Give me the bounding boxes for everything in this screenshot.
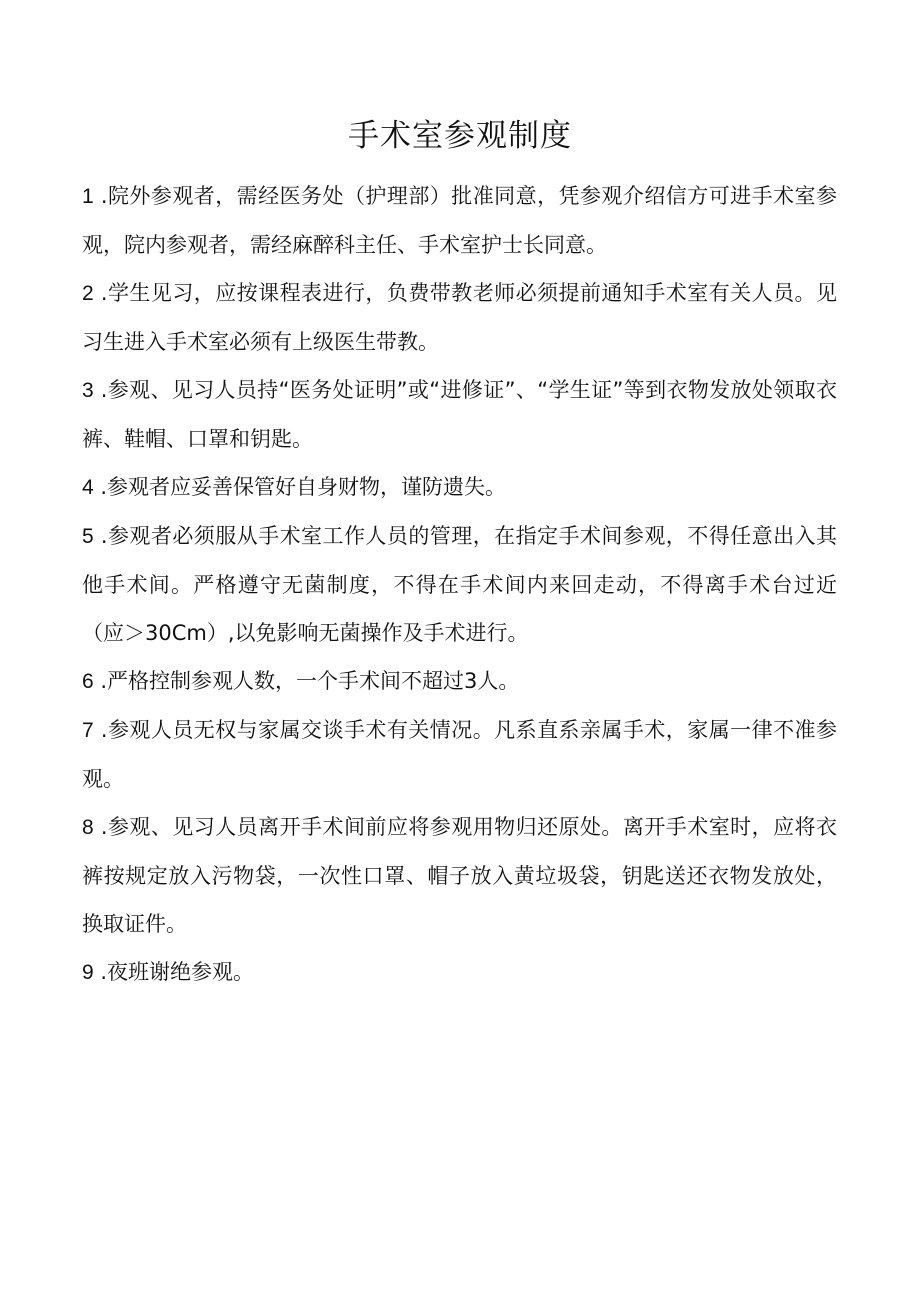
rule-text: .院外参观者，需经医务处（护理部）批准同意，凭参观介绍信方可进手术室参观，院内参观者，需经麻醉科主任、手术室护士长同意。 [82,184,837,257]
rule-text: .严格控制参观人数，一个手术间不超过3人。 [93,669,520,693]
rule-text: .参观、见习人员离开手术间前应将参观用物归还原处。离开手术室时，应将衣裤按规定放入污物袋，一次性口罩、帽子放入黄垃圾袋，钥匙送还衣物发放处，换取证件。 [82,815,837,936]
rule-item-6 [82,657,837,706]
rule-item-4 [82,463,837,512]
rule-item-2 [82,269,837,366]
rule-text: .学生见习，应按课程表进行，负费带教老师必须提前通知手术室有关人员。见习生进入手术室必须有上级医生带教。 [82,281,837,354]
rule-number: 8 [82,816,94,839]
rule-item-9 [82,948,837,997]
rule-item-1 [82,172,837,269]
rules-list [82,172,837,997]
rule-text: .夜班谢绝参观。 [93,960,255,984]
rule-number: 1 [82,185,94,208]
rule-text: .参观、见习人员持“医务处证明”或“进修证”、“学生证”等到衣物发放处领取衣裤、鞋帽、口罩和钥匙。 [82,378,837,451]
rule-number: 2 [82,282,94,305]
rule-item-5 [82,512,837,657]
rule-number: 6 [82,670,94,693]
rule-item-7 [82,706,837,803]
document-title: 手术室参观制度 [348,118,572,154]
rule-number: 7 [82,719,94,742]
rule-number: 4 [82,476,94,499]
rule-number: 9 [82,961,94,984]
rule-number: 3 [82,379,94,402]
rule-item-8 [82,803,837,948]
rule-text: .参观者必须服从手术室工作人员的管理，在指定手术间参观，不得任意出入其他手术间。严格遵守无菌制度，不得在手术间内来回走动，不得离手术台过近（应＞30Cm）,以免影响无菌操作及手术进行。 [82,524,837,645]
rule-text: .参观者应妥善保管好自身财物，谨防遗失。 [93,475,507,499]
rule-item-3 [82,366,837,463]
rule-text: .参观人员无权与家属交谈手术有关情况。凡系直系亲属手术，家属一律不准参观。 [82,718,837,791]
rule-number: 5 [82,525,94,548]
